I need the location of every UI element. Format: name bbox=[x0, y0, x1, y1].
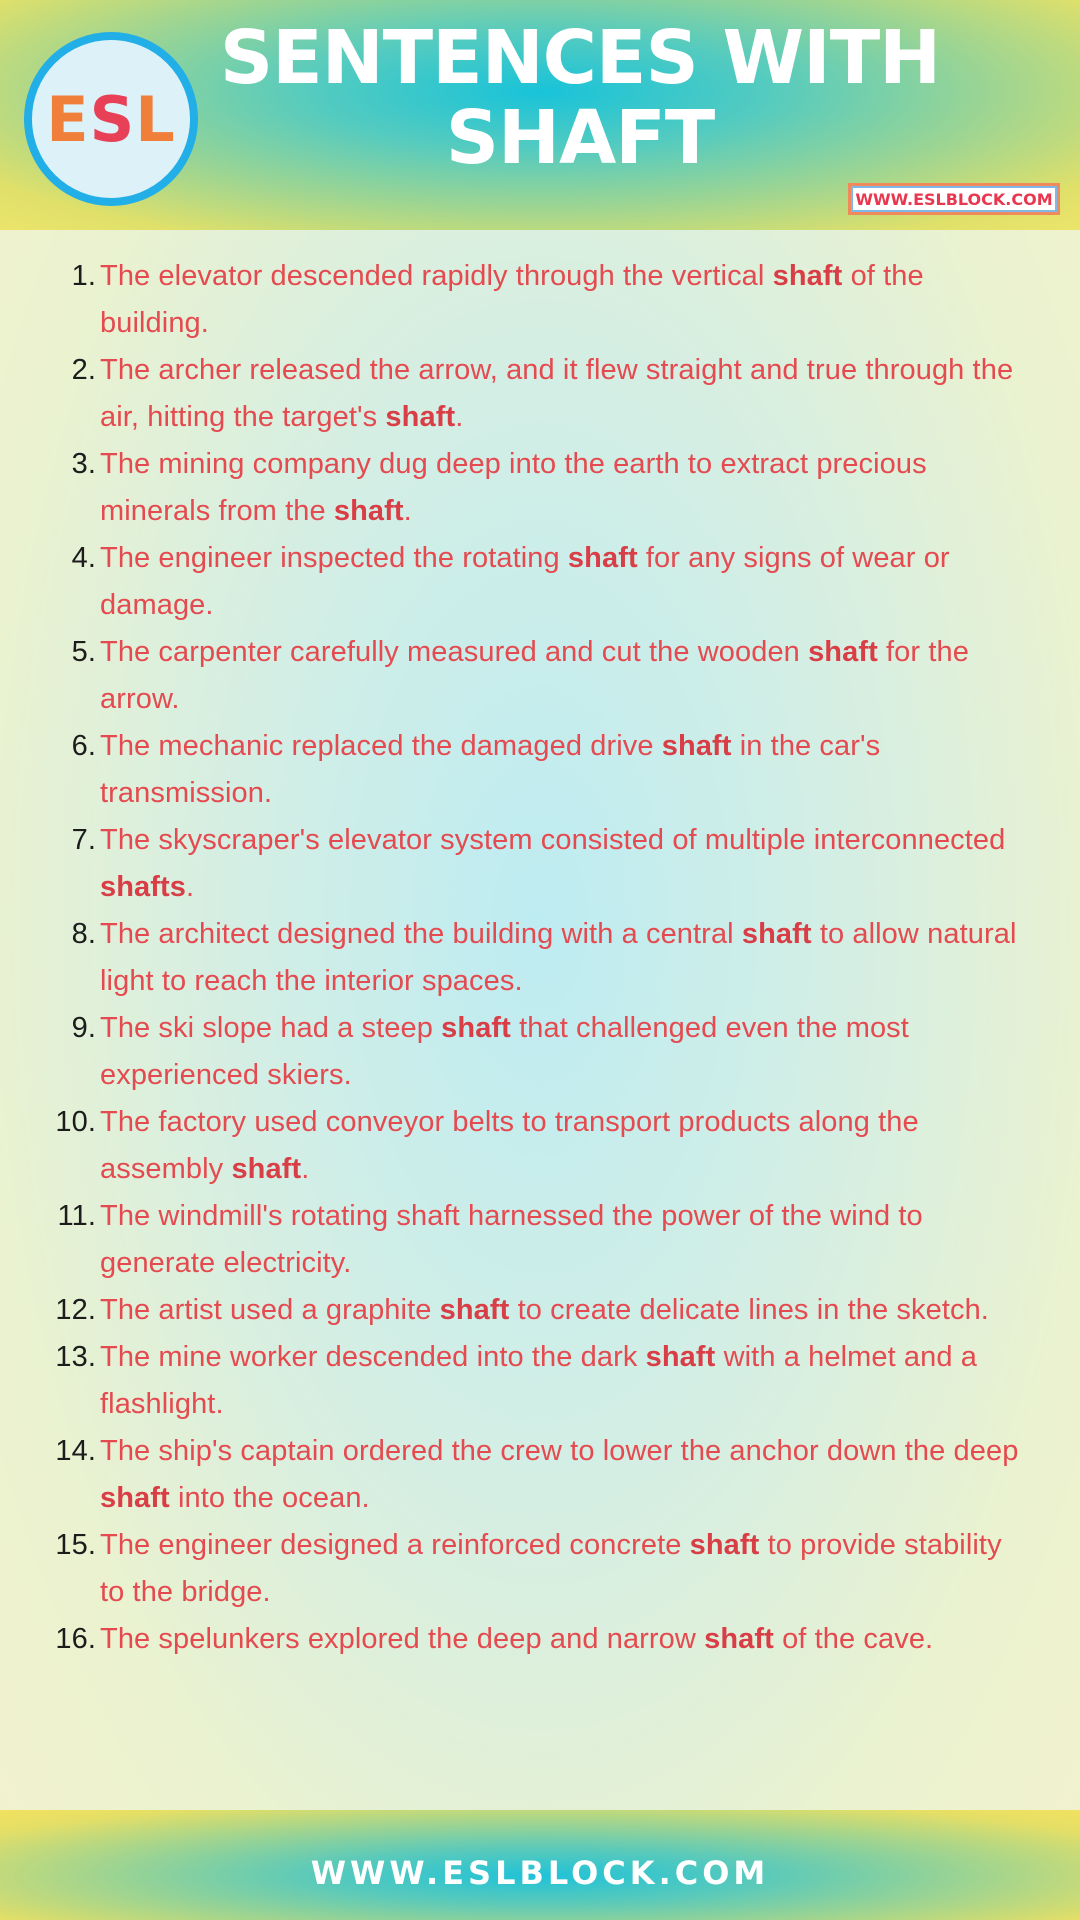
sentence-text: The ski slope had a steep bbox=[100, 1012, 442, 1044]
item-number: 11. bbox=[57, 1200, 96, 1232]
item-number: 13. bbox=[55, 1341, 96, 1373]
sentence-text-end: . bbox=[301, 1153, 310, 1185]
item-number: 5. bbox=[71, 636, 96, 668]
sentence-text-end: . bbox=[403, 495, 412, 527]
keyword-highlight: shaft bbox=[704, 1623, 774, 1655]
list-item bbox=[0, 1099, 1080, 1193]
list-item bbox=[0, 1287, 1080, 1334]
sentence-list bbox=[0, 253, 1080, 1663]
keyword-highlight: shafts bbox=[100, 871, 187, 903]
keyword-highlight: shaft bbox=[741, 918, 812, 950]
item-number: 16. bbox=[55, 1623, 96, 1655]
logo-letter-l: L bbox=[135, 83, 176, 156]
item-number: 1. bbox=[71, 260, 96, 292]
sentence-text: The carpenter carefully measured and cut the wooden bbox=[100, 636, 809, 668]
keyword-highlight: shaft bbox=[808, 636, 878, 668]
list-item bbox=[0, 817, 1080, 911]
sentence-text: The artist used a graphite bbox=[100, 1294, 440, 1326]
keyword-highlight: shaft bbox=[385, 401, 456, 433]
sentence-text-end: to allow natural light to reach the interior spaces. bbox=[100, 918, 1017, 997]
esl-logo bbox=[24, 32, 198, 206]
keyword-highlight: shaft bbox=[333, 495, 404, 527]
list-item bbox=[0, 1522, 1080, 1616]
item-number: 3. bbox=[71, 448, 96, 480]
logo-letter-s: S bbox=[89, 83, 136, 156]
sentence-text-end: of the cave. bbox=[773, 1623, 934, 1655]
sentence-text: The factory used conveyor belts to transport products along the assembly bbox=[100, 1106, 919, 1185]
item-number: 9. bbox=[71, 1012, 96, 1044]
sentence-text-end: . bbox=[186, 871, 195, 903]
keyword-highlight: shaft bbox=[439, 1294, 510, 1326]
keyword-highlight: shaft bbox=[689, 1529, 760, 1561]
sentence-text-end: for the arrow. bbox=[100, 636, 969, 715]
sentence-text: The mine worker descended into the dark bbox=[100, 1341, 646, 1373]
keyword-highlight: shaft bbox=[567, 542, 638, 574]
page-title-line2: SHAFT bbox=[445, 95, 715, 181]
list-item bbox=[0, 535, 1080, 629]
sentence-text: The engineer designed a reinforced concrete bbox=[100, 1529, 690, 1561]
page-title bbox=[200, 15, 960, 181]
sentence-text-end: in the car's transmission. bbox=[100, 730, 881, 809]
sentence-text: The spelunkers explored the deep and narrow bbox=[100, 1623, 705, 1655]
list-item bbox=[0, 1005, 1080, 1099]
sentence-text-end: to provide stability to the bridge. bbox=[100, 1529, 1002, 1608]
sentence-text-end: of the building. bbox=[100, 260, 924, 339]
logo-letter-e: E bbox=[46, 83, 90, 156]
keyword-highlight: shaft bbox=[661, 730, 732, 762]
sentence-text: The skyscraper's elevator system consisted of multiple interconnected bbox=[100, 824, 1006, 856]
sentence-text: The engineer inspected the rotating bbox=[100, 542, 568, 574]
sentence-text-end: into the ocean. bbox=[169, 1482, 370, 1514]
sentence-text: The ship's captain ordered the crew to lower the anchor down the deep bbox=[100, 1435, 1019, 1467]
list-item bbox=[0, 629, 1080, 723]
esl-logo-text bbox=[46, 83, 176, 156]
keyword-highlight: shaft bbox=[441, 1012, 511, 1044]
footer-banner bbox=[0, 1810, 1080, 1920]
sentence-text: The mining company dug deep into the earth to extract precious minerals from the bbox=[100, 448, 927, 527]
page-title-line1: SENTENCES WITH bbox=[219, 15, 941, 101]
keyword-highlight: shaft bbox=[100, 1482, 170, 1514]
item-number: 14. bbox=[55, 1435, 96, 1467]
sentence-text-end: that challenged even the most experienced skiers. bbox=[100, 1012, 909, 1091]
list-item bbox=[0, 347, 1080, 441]
footer-site: WWW.ESLBLOCK.COM bbox=[310, 1854, 770, 1892]
item-number: 15. bbox=[55, 1529, 96, 1561]
keyword-highlight: shaft bbox=[231, 1153, 302, 1185]
site-badge: WWW.ESLBLOCK.COM bbox=[848, 183, 1060, 215]
list-item bbox=[0, 253, 1080, 347]
sentence-text: The mechanic replaced the damaged drive bbox=[100, 730, 662, 762]
list-item bbox=[0, 1193, 1080, 1287]
item-number: 6. bbox=[71, 730, 96, 762]
sentence-text-end: with a helmet and a flashlight. bbox=[100, 1341, 977, 1420]
keyword-highlight: shaft bbox=[645, 1341, 716, 1373]
item-number: 10. bbox=[55, 1106, 96, 1138]
item-number: 2. bbox=[71, 354, 96, 386]
item-number: 7. bbox=[71, 824, 96, 856]
item-number: 12. bbox=[55, 1294, 96, 1326]
sentence-text: The windmill's rotating shaft harnessed the power of the wind to generate electricity. bbox=[100, 1200, 923, 1279]
item-number: 4. bbox=[71, 542, 96, 574]
list-item bbox=[0, 1616, 1080, 1663]
sentence-text: The elevator descended rapidly through the vertical bbox=[100, 260, 773, 292]
list-item bbox=[0, 441, 1080, 535]
sentence-text-end: for any signs of wear or damage. bbox=[100, 542, 950, 621]
item-number: 8. bbox=[71, 918, 96, 950]
sentence-text: The architect designed the building with a central bbox=[100, 918, 742, 950]
sentence-text: The archer released the arrow, and it flew straight and true through the air, hitting the target's bbox=[100, 354, 1014, 433]
sentence-text-end: to create delicate lines in the sketch. bbox=[509, 1294, 989, 1326]
keyword-highlight: shaft bbox=[772, 260, 843, 292]
list-item bbox=[0, 1334, 1080, 1428]
header-banner bbox=[0, 0, 1080, 230]
list-item bbox=[0, 723, 1080, 817]
list-item bbox=[0, 1428, 1080, 1522]
sentence-text-end: . bbox=[455, 401, 464, 433]
list-item bbox=[0, 911, 1080, 1005]
